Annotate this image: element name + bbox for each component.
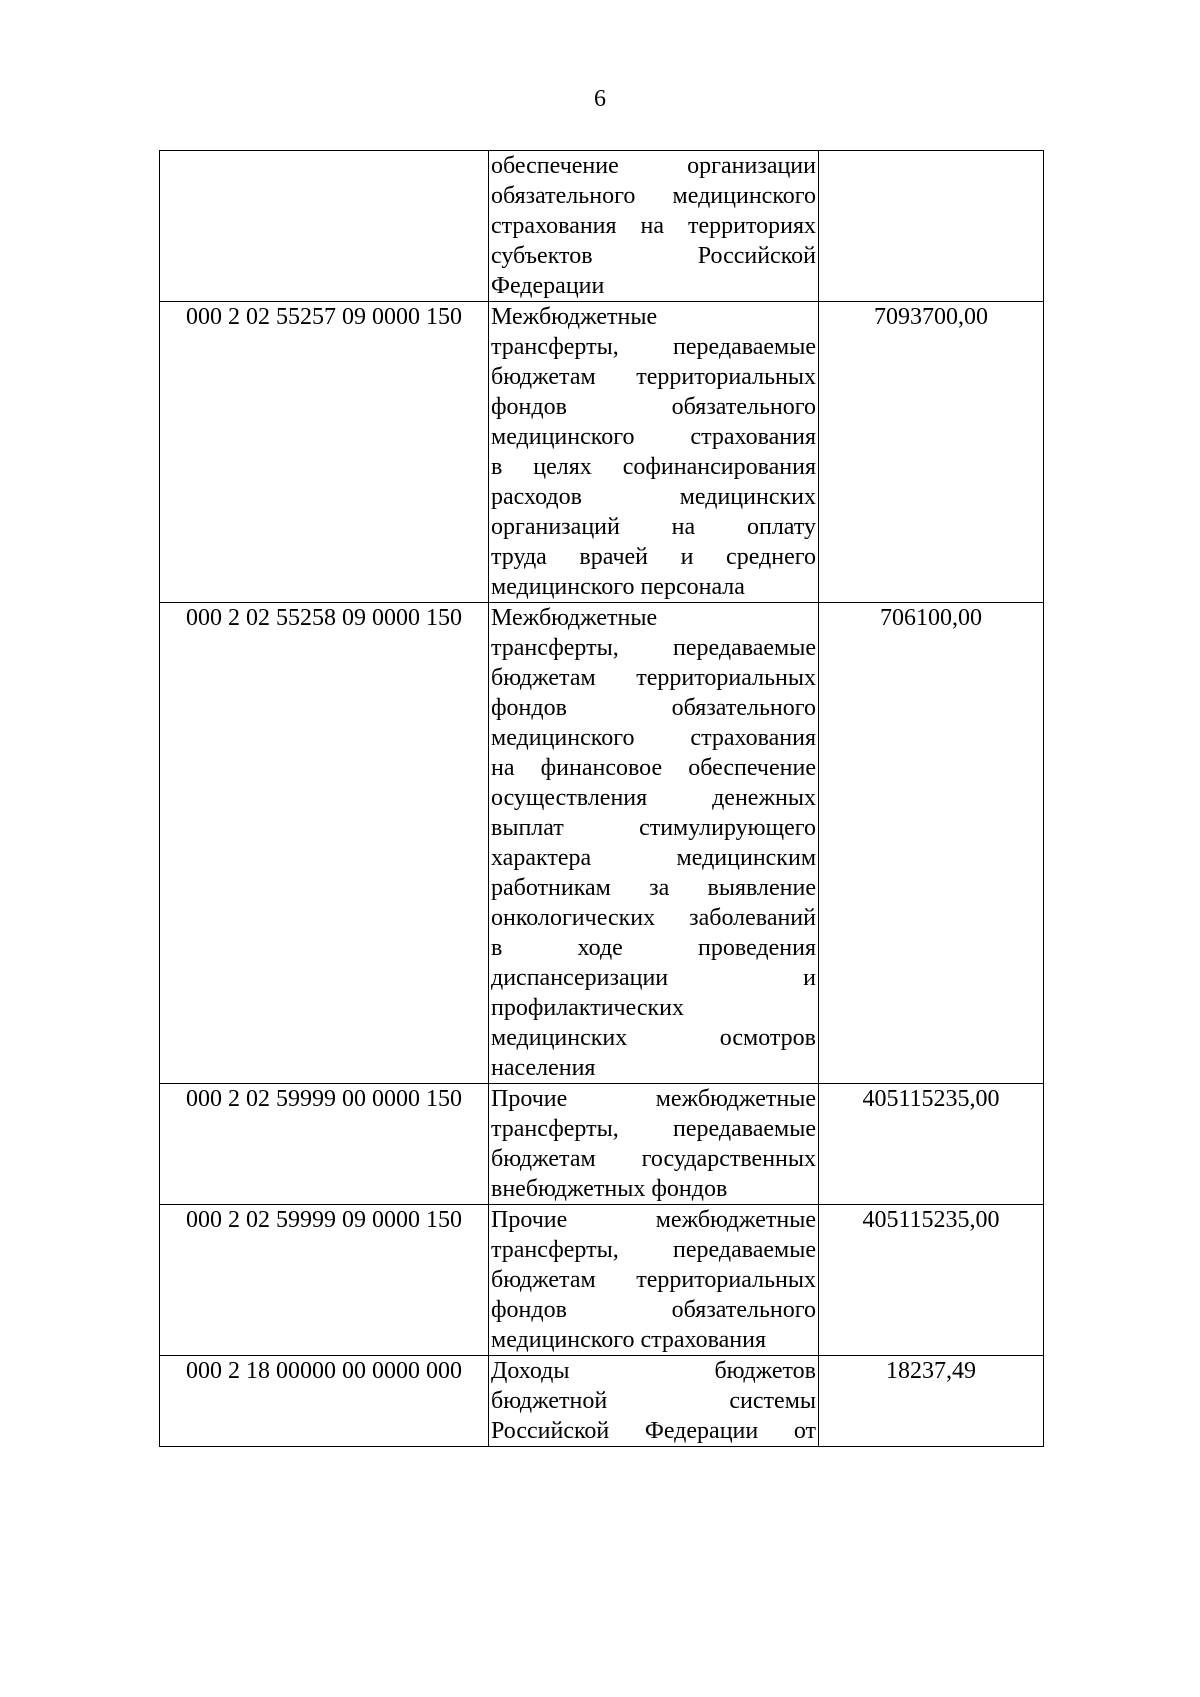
- description-line: фондов обязательного: [491, 394, 816, 420]
- table-row: [160, 151, 1044, 302]
- budget-code-cell: 000 2 02 55257 09 0000 150: [160, 302, 489, 603]
- budget-code-cell: 000 2 02 59999 09 0000 150: [160, 1205, 489, 1356]
- description-line: Федерации: [491, 273, 605, 299]
- table-row: [160, 1356, 1044, 1447]
- description-cell: [489, 1205, 819, 1356]
- description-line: фондов обязательного: [491, 695, 816, 721]
- amount-cell: 405115235,00: [819, 1084, 1044, 1205]
- description-line: Российской Федерации от: [491, 1418, 816, 1444]
- description-line: бюджетам территориальных: [491, 364, 816, 390]
- description-line: трансферты, передаваемые: [491, 635, 816, 661]
- amount-cell: 7093700,00: [819, 302, 1044, 603]
- description-line: характера медицинским: [491, 845, 816, 871]
- description-line: фондов обязательного: [491, 1297, 816, 1323]
- page-number: 6: [594, 86, 606, 112]
- amount-cell: 405115235,00: [819, 1205, 1044, 1356]
- table-row: [160, 1084, 1044, 1205]
- amount-cell: 18237,49: [819, 1356, 1044, 1447]
- description-line: онкологических заболеваний: [491, 905, 816, 931]
- description-line: субъектов Российской: [491, 243, 816, 269]
- description-line: Доходы бюджетов: [491, 1358, 816, 1384]
- description-line: бюджетной системы: [491, 1388, 816, 1414]
- budget-code-cell: [160, 151, 489, 302]
- description-line: в ходе проведения: [491, 935, 816, 961]
- description-line: страхования на территориях: [491, 213, 816, 239]
- budget-code-cell: 000 2 18 00000 00 0000 000: [160, 1356, 489, 1447]
- description-line: трансферты, передаваемые: [491, 1237, 816, 1263]
- description-line: бюджетам территориальных: [491, 1267, 816, 1293]
- description-line: медицинского страхования: [491, 1327, 767, 1353]
- amount-cell: [819, 151, 1044, 302]
- description-cell: [489, 151, 819, 302]
- budget-code-cell: 000 2 02 59999 00 0000 150: [160, 1084, 489, 1205]
- table-row: [160, 603, 1044, 1084]
- description-line: труда врачей и среднего: [491, 544, 816, 570]
- description-line: диспансеризации и: [491, 965, 816, 991]
- description-line: медицинского страхования: [491, 424, 816, 450]
- budget-code-cell: 000 2 02 55258 09 0000 150: [160, 603, 489, 1084]
- description-line: обеспечение организации: [491, 153, 816, 179]
- description-cell: [489, 302, 819, 603]
- table-row: [160, 302, 1044, 603]
- description-line: внебюджетных фондов: [491, 1176, 728, 1202]
- description-cell: [489, 1356, 819, 1447]
- description-line: медицинских осмотров: [491, 1025, 816, 1051]
- description-line: на финансовое обеспечение: [491, 755, 816, 781]
- description-line: осуществления денежных: [491, 785, 816, 811]
- description-line: работникам за выявление: [491, 875, 816, 901]
- table-row: [160, 1205, 1044, 1356]
- description-line: в целях софинансирования: [491, 454, 816, 480]
- amount-cell: 706100,00: [819, 603, 1044, 1084]
- description-line: трансферты, передаваемые: [491, 1116, 816, 1142]
- description-line: Межбюджетные: [491, 304, 658, 330]
- description-line: трансферты, передаваемые: [491, 334, 816, 360]
- description-line: бюджетам территориальных: [491, 665, 816, 691]
- description-cell: [489, 1084, 819, 1205]
- description-line: бюджетам государственных: [491, 1146, 816, 1172]
- description-line: профилактических: [491, 995, 685, 1021]
- description-line: организаций на оплату: [491, 514, 816, 540]
- description-line: медицинского страхования: [491, 725, 816, 751]
- description-cell: [489, 603, 819, 1084]
- description-line: обязательного медицинского: [491, 183, 816, 209]
- description-line: Межбюджетные: [491, 605, 658, 631]
- description-line: Прочие межбюджетные: [491, 1086, 816, 1112]
- description-line: Прочие межбюджетные: [491, 1207, 816, 1233]
- description-line: медицинского персонала: [491, 574, 745, 600]
- description-line: населения: [491, 1055, 596, 1081]
- description-line: выплат стимулирующего: [491, 815, 816, 841]
- table-body: [160, 151, 1044, 1447]
- description-line: расходов медицинских: [491, 484, 816, 510]
- budget-revenue-table: [159, 150, 1044, 1447]
